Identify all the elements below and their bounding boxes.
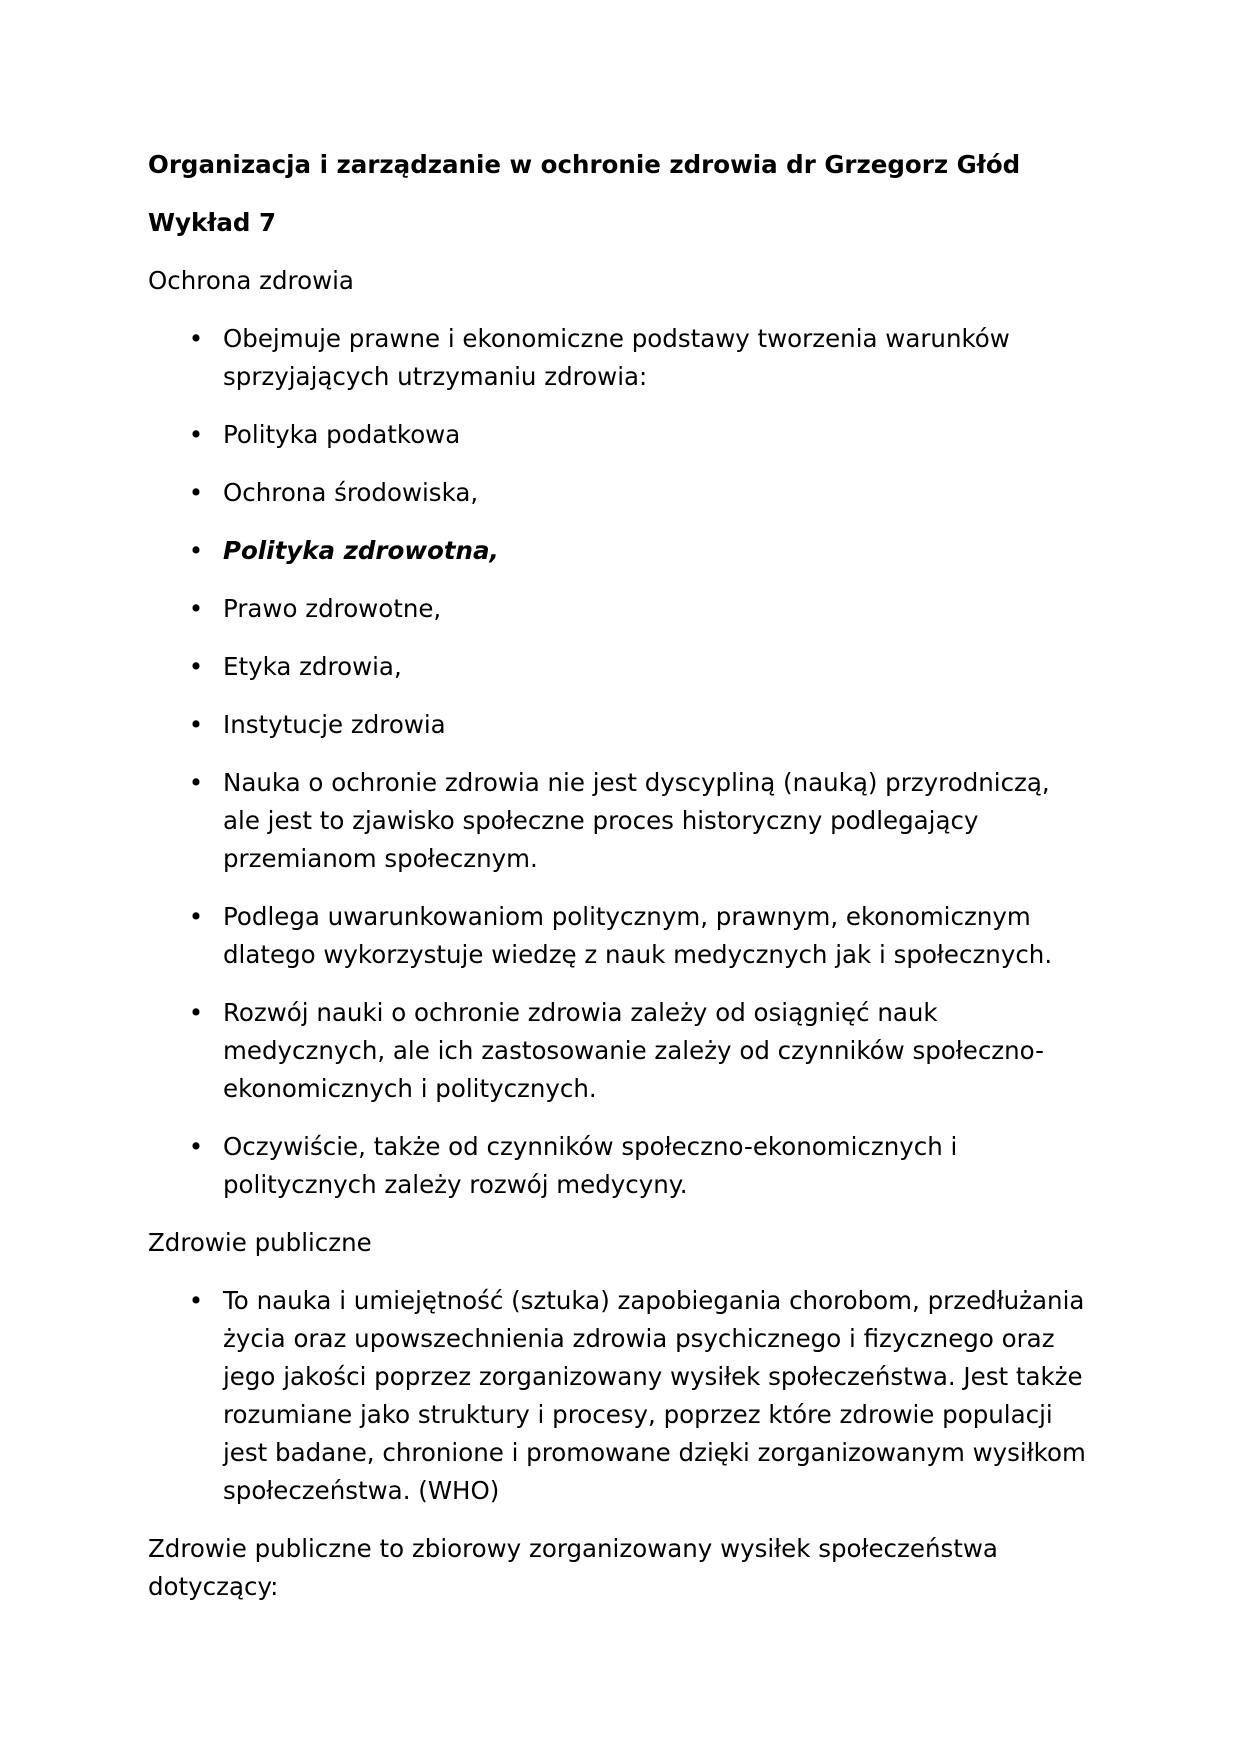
list-item [148, 590, 1093, 628]
list-item-text: To nauka i umiejętność (sztuka) zapobiegania chorobom, przedłużania życia oraz upowszechnienia zdrowia psychicznego i fizycznego oraz jego jakości poprzez zorganizowany wysiłek społeczeństwa. Jest także rozumiane jako struktury i procesy, poprzez które zdrowie populacji jest badane, chronione i promowane dzięki zorganizowanym wysiłkom społeczeństwa. (WHO) [223, 1286, 1086, 1505]
list-item-text: Prawo zdrowotne, [223, 594, 442, 623]
list-item [148, 898, 1093, 974]
list-item [148, 764, 1093, 878]
list-item [148, 648, 1093, 686]
bullet-list-zdrowie-publiczne [148, 1282, 1093, 1510]
bullet-icon: • [188, 420, 204, 449]
bullet-icon: • [188, 478, 204, 507]
closing-paragraph: Zdrowie publiczne to zbiorowy zorganizowany wysiłek społeczeństwa dotyczący: [148, 1534, 998, 1601]
list-item-text: Ochrona środowiska, [223, 478, 479, 507]
list-item [148, 532, 1093, 570]
list-item-text: Oczywiście, także od czynników społeczno-ekonomicznych i politycznych zależy rozwój medycyny. [223, 1132, 958, 1199]
bullet-icon: • [188, 1132, 204, 1161]
list-item-text: Etyka zdrowia, [223, 652, 402, 681]
list-item [148, 474, 1093, 512]
document-title: Organizacja i zarządzanie w ochronie zdrowia dr Grzegorz Głód [148, 150, 1021, 179]
list-item [148, 1282, 1093, 1510]
bullet-icon: • [188, 902, 204, 931]
bullet-icon: • [188, 652, 204, 681]
list-item [148, 706, 1093, 744]
lecture-number: Wykład 7 [148, 208, 277, 237]
bullet-list-ochrona-zdrowia [148, 320, 1093, 1204]
document-page [148, 146, 1093, 1606]
list-item-text: Nauka o ochronie zdrowia nie jest dyscypliną (nauką) przyrodniczą, ale jest to zjawisko społeczne proces historyczny podlegający przemianom społecznym. [223, 768, 1050, 873]
list-item-text: Podlega uwarunkowaniom politycznym, prawnym, ekonomicznym dlatego wykorzystuje wiedzę z nauk medycznych jak i społecznych. [223, 902, 1053, 969]
list-item [148, 320, 1093, 396]
list-item-text-emphasized: Polityka zdrowotna, [223, 536, 499, 565]
bullet-icon: • [188, 998, 204, 1027]
bullet-icon: • [188, 324, 204, 353]
list-item-text: Instytucje zdrowia [223, 710, 446, 739]
bullet-icon: • [188, 1286, 204, 1315]
section-heading-ochrona-zdrowia: Ochrona zdrowia [148, 266, 354, 295]
bullet-icon: • [188, 710, 204, 739]
list-item [148, 416, 1093, 454]
list-item-text: Obejmuje prawne i ekonomiczne podstawy tworzenia warunków sprzyjających utrzymaniu zdrowia: [223, 324, 1010, 391]
list-item [148, 1128, 1093, 1204]
bullet-icon: • [188, 536, 204, 565]
bullet-icon: • [188, 768, 204, 797]
list-item [148, 994, 1093, 1108]
section-heading-zdrowie-publiczne: Zdrowie publiczne [148, 1228, 372, 1257]
list-item-text: Polityka podatkowa [223, 420, 461, 449]
list-item-text: Rozwój nauki o ochronie zdrowia zależy od osiągnięć nauk medycznych, ale ich zastosowanie zależy od czynników społeczno-ekonomicznych i politycznych. [223, 998, 1044, 1103]
bullet-icon: • [188, 594, 204, 623]
